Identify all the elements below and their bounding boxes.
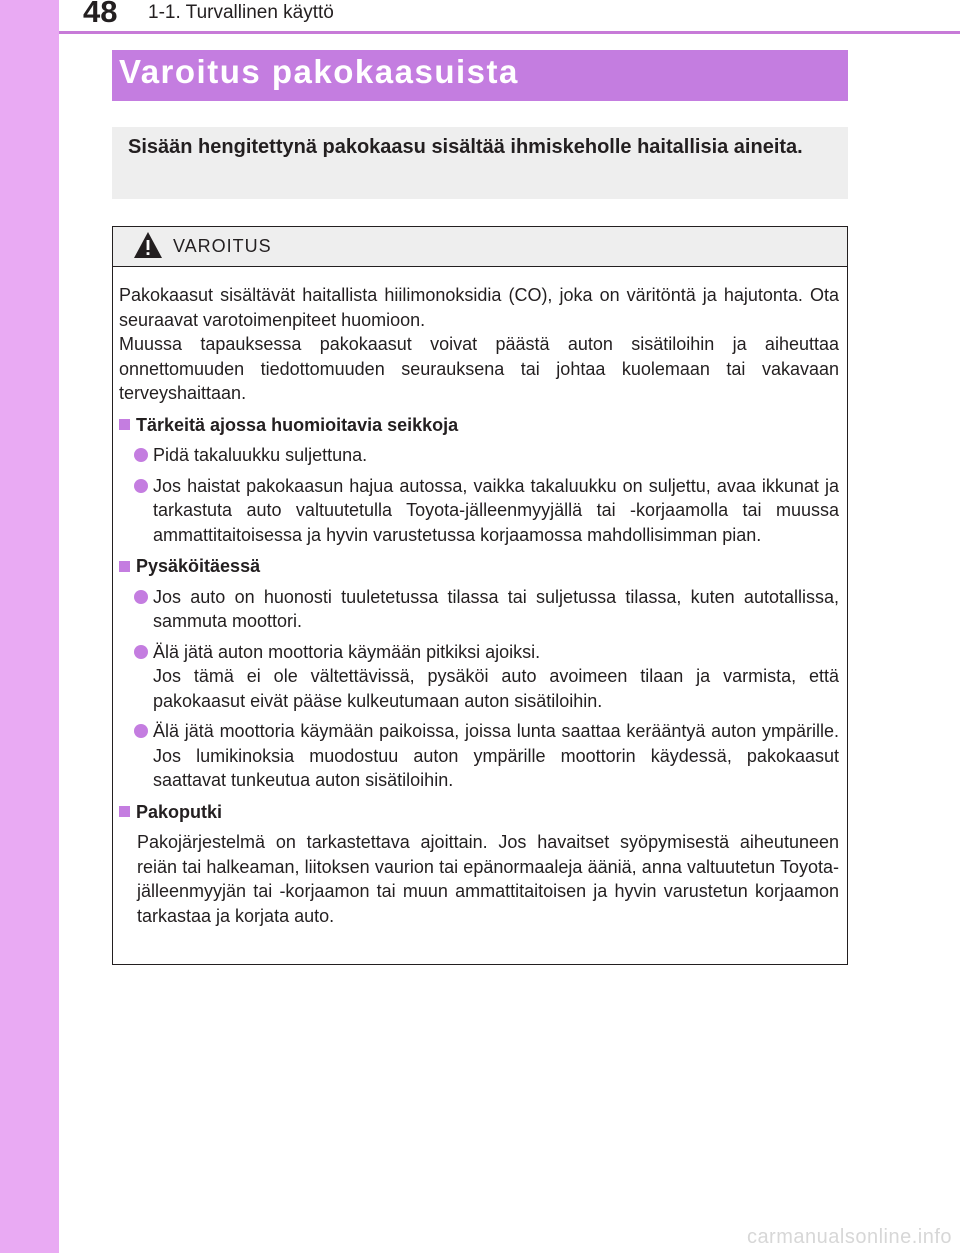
list-item xyxy=(119,585,839,634)
watermark: carmanualsonline.info xyxy=(746,1226,952,1248)
header-rule xyxy=(59,31,960,34)
section-heading-driving xyxy=(119,413,839,438)
list-item xyxy=(119,474,839,548)
warning-box xyxy=(112,226,848,965)
list-item-text: Älä jätä auton moottoria käymään pitkiksi ajoiksi. xyxy=(153,641,541,662)
warning-body xyxy=(119,283,839,928)
section-heading-text: Tärkeitä ajossa huomioitavia seikkoja xyxy=(136,414,459,435)
round-bullet-icon xyxy=(134,645,148,659)
list-item-text: Jos auto on huonosti tuuletetussa tilassa tai suljetussa tilassa, kuten autotallissa, sammuta moottori. xyxy=(153,586,839,631)
exhaust-pipe-paragraph xyxy=(119,830,839,928)
round-bullet-icon xyxy=(134,724,148,738)
list-item-text: Jos haistat pakokaasun hajua autossa, vaikka takaluukku on suljettu, avaa ikkunat ja tarkastuta auto valtuutetulla Toyota-jälleenmyyjällä tai -korjaamolla tai muussa ammattitaitoisessa ja hyvin varustetussa korjaamossa mahdollisimman pian. xyxy=(153,475,839,545)
square-bullet-icon xyxy=(119,561,130,572)
warning-label: VAROITUS xyxy=(173,236,272,256)
warning-intro-1: Pakokaasut sisältävät haitallista hiilimonoksidia (CO), joka on väritöntä ja hajutonta. Ota seuraavat varotoimenpiteet huomioon. xyxy=(119,285,839,330)
list-item-text: Älä jätä moottoria käymään paikoissa, joissa lunta saattaa kerääntyä auton ympärille. Jos lumikinoksia muodostuu auton ympärille moottorin käydessä, pakokaasut saattavat tunkeutua auton sisätiloihin. xyxy=(153,721,839,790)
warning-triangle-icon xyxy=(133,231,163,259)
list-item xyxy=(119,640,839,714)
square-bullet-icon xyxy=(119,806,130,817)
side-color-strip xyxy=(0,0,59,1253)
section-heading-text: Pysäköitäessä xyxy=(136,556,261,576)
paragraph-text: Pakojärjestelmä on tarkastettava ajoittain. Jos havaitset syöpymisestä aiheutuneen reiän tai halkeaman, liitoksen vaurion tai epänormaaleja ääniä, anna valtuutetun Toyota-jälleenmyyjän tai -korjaamon tai muun ammattitaitoisen ja hyvin varustetun korjaamon tarkastaa ja korjata auto. xyxy=(137,832,839,926)
section-title: Varoitus pakokaasuista xyxy=(119,53,519,90)
warning-header xyxy=(113,227,847,267)
list-item xyxy=(119,719,839,793)
section-title-bar xyxy=(112,50,848,101)
square-bullet-icon xyxy=(119,419,130,430)
summary-box xyxy=(112,127,848,199)
list-item xyxy=(119,443,839,468)
list-item-text: Jos tämä ei ole vältettävissä, pysäköi auto avoimeen tilaan ja varmista, että pakokaasut eivät pääse kulkeutumaan auton sisätiloihin. xyxy=(153,666,839,711)
list-item-text: Pidä takaluukku suljettuna. xyxy=(153,445,368,465)
warning-intro-2: Muussa tapauksessa pakokaasut voivat päästä auton sisätiloihin ja aiheuttaa onnettomuuden tiedottomuuden seurauksena tai johtaa kuolemaan tai vakavaan terveyshaittaan. xyxy=(119,334,839,403)
chapter-title: 1-1. Turvallinen käyttö xyxy=(148,2,334,23)
round-bullet-icon xyxy=(134,448,148,462)
page-number: 48 xyxy=(83,0,118,29)
summary-text: Sisään hengitettynä pakokaasu sisältää ihmiskeholle haitallisia aineita. xyxy=(128,136,803,158)
round-bullet-icon xyxy=(134,479,148,493)
section-heading-exhaust-pipe xyxy=(119,800,839,825)
round-bullet-icon xyxy=(134,590,148,604)
section-heading-parking xyxy=(119,554,839,579)
section-heading-text: Pakoputki xyxy=(136,801,223,822)
